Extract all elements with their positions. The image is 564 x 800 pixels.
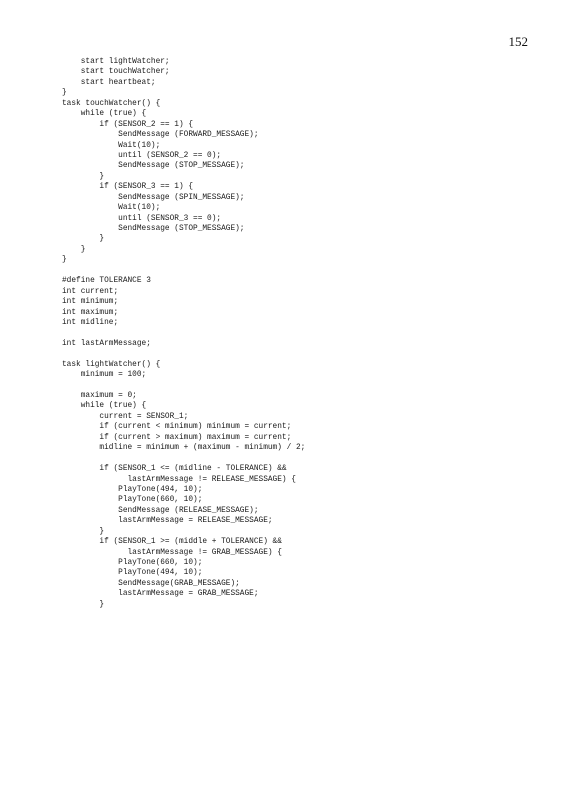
code-line: } (62, 235, 105, 244)
code-line: } (62, 172, 105, 181)
code-line: SendMessage (STOP_MESSAGE); (62, 162, 245, 171)
code-line: PlayTone(494, 10); (62, 569, 203, 578)
code-line: int lastArmMessage; (62, 339, 151, 348)
code-line: start heartbeat; (62, 78, 156, 87)
code-line: Wait(10); (62, 204, 161, 213)
code-line (62, 266, 532, 276)
code-line: minimum = 100; (62, 371, 147, 380)
code-line: Wait(10); (62, 141, 161, 150)
code-line: start touchWatcher; (62, 68, 170, 77)
code-line: current = SENSOR_1; (62, 412, 189, 421)
code-line: #define TOLERANCE 3 (62, 277, 151, 286)
code-line: maximum = 0; (62, 392, 137, 400)
code-line: lastArmMessage != GRAB_MESSAGE) { (62, 548, 282, 557)
code-line: int maximum; (62, 308, 119, 317)
code-line: lastArmMessage != RELEASE_MESSAGE) { (62, 475, 296, 484)
code-line: start lightWatcher; (62, 58, 170, 66)
code-line: int midline; (62, 318, 119, 327)
code-line: } (62, 245, 86, 254)
code-line: until (SENSOR_2 == 0); (62, 151, 222, 160)
code-line: PlayTone(660, 10); (62, 496, 203, 505)
code-line: SendMessage (RELEASE_MESSAGE); (62, 506, 259, 515)
code-line: } (62, 89, 67, 98)
code-line: int current; (62, 287, 119, 296)
code-line (62, 454, 532, 464)
code-line (62, 381, 532, 391)
code-line: SendMessage(GRAB_MESSAGE); (62, 579, 240, 588)
code-line: } (62, 527, 105, 536)
code-line: SendMessage (SPIN_MESSAGE); (62, 193, 245, 202)
code-line: while (true) { (62, 402, 147, 411)
code-line: lastArmMessage = GRAB_MESSAGE; (62, 590, 259, 599)
page-number: 152 (508, 34, 528, 49)
code-line: if (SENSOR_2 == 1) { (62, 120, 194, 129)
code-line: task lightWatcher() { (62, 360, 161, 369)
code-line: int minimum; (62, 298, 119, 307)
code-listing (62, 57, 532, 610)
code-line: midline = minimum + (maximum - minimum) / 2; (62, 444, 306, 453)
code-line: if (current < minimum) minimum = current; (62, 423, 292, 432)
code-line: task touchWatcher() { (62, 99, 161, 108)
code-line: until (SENSOR_3 == 0); (62, 214, 222, 223)
code-line: } (62, 600, 105, 609)
code-line: PlayTone(494, 10); (62, 485, 203, 494)
code-line (62, 349, 532, 359)
code-line: SendMessage (FORWARD_MESSAGE); (62, 131, 259, 140)
code-line: while (true) { (62, 110, 147, 119)
code-line: SendMessage (STOP_MESSAGE); (62, 225, 245, 233)
code-line: if (SENSOR_1 >= (middle + TOLERANCE) && (62, 538, 282, 547)
code-line (62, 328, 532, 338)
code-line: PlayTone(660, 10); (62, 559, 203, 567)
code-line: lastArmMessage = RELEASE_MESSAGE; (62, 517, 273, 526)
code-line: } (62, 256, 67, 265)
code-line: if (current > maximum) maximum = current; (62, 433, 292, 442)
code-line: if (SENSOR_1 <= (midline - TOLERANCE) && (62, 465, 287, 474)
code-line: if (SENSOR_3 == 1) { (62, 183, 194, 192)
